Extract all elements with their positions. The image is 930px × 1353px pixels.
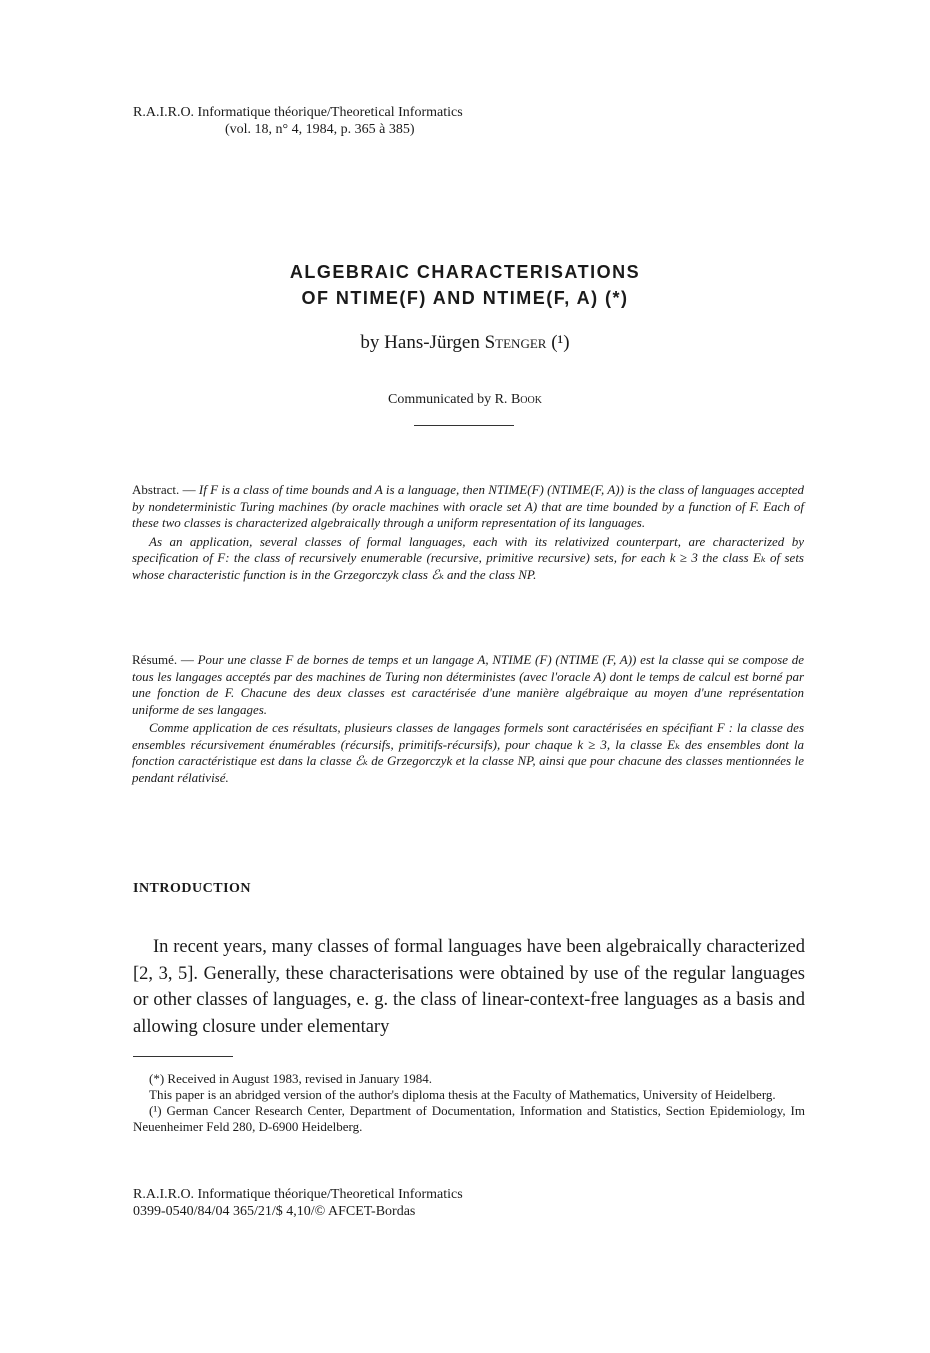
journal-header-line2: (vol. 18, n° 4, 1984, p. 365 à 385)	[225, 122, 415, 137]
communicated-name: Book	[510, 392, 542, 407]
resume-paragraph-2: Comme application de ces résultats, plusieurs classes de langages formels sont caractérisées en spécifiant F : la classe des ensembles récursivement énumérables (récursifs, primitifs-récursifs), pour chaque k ≥ 3, la classe Eₖ des ensembles dont la fonction caractéristique est dans la classe ℰₖ de Grzegorczyk et la classe NP, ainsi que pour chacune des classes mentionnées le pendant rélativisé.	[132, 720, 804, 785]
author-prefix: by Hans-Jürgen	[360, 332, 480, 353]
author-footnote-ref: (¹)	[551, 332, 570, 353]
abstract-text-1: If F is a class of time bounds and A is a language, then NTIME(F) (NTIME(F, A)) is the class of languages accepted by nondeterministic Turing machines (by oracle machines with oracle set A) that are time bounded by a function of F. Each of these two classes is characterized algebraically through a uniform representation of its languages.	[132, 482, 805, 530]
paper-title-line2: OF NTIME(F) AND NTIME(F, A) (*)	[301, 288, 629, 308]
paper-title	[0, 259, 930, 311]
journal-header-line1: R.A.I.R.O. Informatique théorique/Theoretical Informatics	[133, 105, 463, 120]
footnote-divider	[133, 1056, 233, 1057]
footnotes	[133, 1071, 805, 1135]
communicated-by	[0, 392, 930, 408]
abstract-label: Abstract. —	[132, 482, 196, 497]
abstract-paragraph-1	[132, 482, 804, 532]
page-footer	[133, 1186, 463, 1220]
abstract-paragraph-2: As an application, several classes of formal languages, each with its relativized counterpart, are characterized by specification of F: the class of recursively enumerable (recursive, primitive recursive) sets, for each k ≥ 3 the class Eₖ of sets whose characteristic function is in the Grzegorczyk class ℰₖ and the class NP.	[132, 533, 804, 582]
paper-title-line1: ALGEBRAIC CHARACTERISATIONS	[289, 262, 641, 282]
resume-text-1: Pour une classe F de bornes de temps et un langage A, NTIME (F) (NTIME (F, A)) est la classe qui se compose de tous les langages acceptés par des machines de Turing non déterministes (avec l'oracle A) dont le temps de calcul est borné par une fonction de F. Chacune des deux classes est caractérisée d'une manière algébraique au moyen d'une représentation uniforme de ses langages.	[132, 652, 805, 717]
resume-paragraph-1	[132, 652, 804, 718]
section-heading-introduction: INTRODUCTION	[133, 881, 252, 896]
introduction-paragraph: In recent years, many classes of formal languages have been algebraically characterized [2, 3, 5]. Generally, these characterisations were obtained by use of the regular languages or other classes of languages, e. g. the class of linear-context-free languages as a basis and allowing closure under elementary	[133, 937, 805, 1037]
author-line	[0, 332, 930, 354]
title-divider	[414, 425, 514, 426]
author-surname: Stenger	[484, 332, 547, 353]
journal-header	[133, 104, 463, 138]
footnote-affiliation: (¹) German Cancer Research Center, Department of Documentation, Information and Statistics, Section Epidemiology, Im Neuenheimer Feld 280, D-6900 Heidelberg.	[133, 1103, 805, 1134]
communicated-prefix: Communicated by R.	[388, 392, 508, 407]
abstract	[132, 482, 804, 583]
introduction-body	[133, 934, 805, 1040]
footer-line1: R.A.I.R.O. Informatique théorique/Theoretical Informatics	[133, 1187, 463, 1202]
footnote-abridged: This paper is an abridged version of the author's diploma thesis at the Faculty of Mathematics, University of Heidelberg.	[149, 1087, 776, 1102]
footer-line2: 0399-0540/84/04 365/21/$ 4,10/© AFCET-Bordas	[133, 1204, 416, 1219]
resume	[132, 652, 804, 786]
footnote-received: (*) Received in August 1983, revised in January 1984.	[149, 1071, 433, 1086]
resume-label: Résumé. —	[132, 652, 194, 667]
